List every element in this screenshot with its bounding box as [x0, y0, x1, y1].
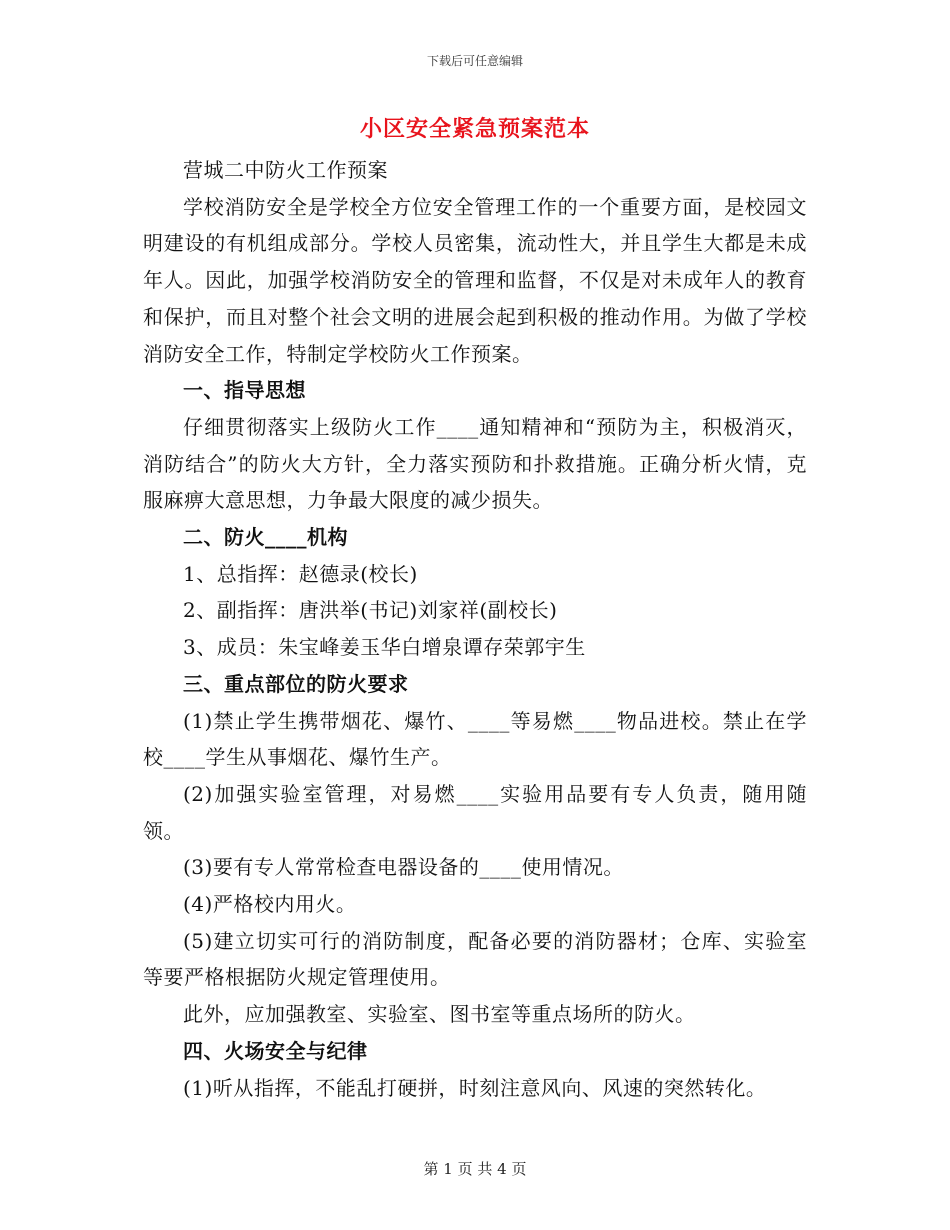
- fire-scene-item-1: (1)听从指挥，不能乱打硬拼，时刻注意风向、风速的突然转化。: [183, 1075, 767, 1100]
- section-heading-organization: 二、防火____机构: [183, 525, 348, 550]
- page-header-note: 下载后可任意编辑: [426, 54, 523, 68]
- organization-item-deputy: 2、副指挥：唐洪举(书记)刘家祥(副校长): [183, 598, 558, 623]
- section-heading-guiding-ideology: 一、指导思想: [183, 378, 306, 403]
- key-area-item-2: (2)加强实验室管理，对易燃____实验用品要有专人负责，随用随领。: [143, 781, 807, 843]
- guiding-ideology-paragraph: 仔细贯彻落实上级防火工作____通知精神和“预防为主，积极消灭，消防结合”的防火大方针，全力落实预防和扑救措施。正确分析火情，克服麻痹大意思想，力争最大限度的减少损失。: [143, 414, 807, 513]
- organization-item-members: 3、成员：朱宝峰姜玉华白增泉谭存荣郭宇生: [183, 635, 586, 660]
- page-number: 第 1 页 共 4 页: [423, 1160, 527, 1178]
- key-area-item-4: (4)严格校内用火。: [183, 892, 357, 917]
- plan-name: 营城二中防火工作预案: [183, 158, 388, 182]
- key-area-item-1: (1)禁止学生携带烟花、爆竹、____等易燃____物品进校。禁止在学校____学生从事烟花、爆竹生产。: [143, 708, 807, 770]
- key-area-item-5: (5)建立切实可行的消防制度，配备必要的消防器材；仓库、实验室等要严格根据防火规定管理使用。: [143, 928, 807, 990]
- key-area-item-3: (3)要有专人常常检查电器设备的____使用情况。: [183, 855, 624, 880]
- organization-item-commander: 1、总指挥：赵德录(校长): [183, 561, 418, 586]
- key-area-note: 此外，应加强教室、实验室、图书室等重点场所的防火。: [183, 1002, 696, 1027]
- section-heading-fire-scene-safety: 四、火场安全与纪律: [183, 1038, 368, 1063]
- document-title: 小区安全紧急预案范本: [359, 116, 590, 142]
- intro-paragraph: 学校消防安全是学校全方位安全管理工作的一个重要方面，是校园文明建设的有机组成部分。学校人员密集，流动性大，并且学生大都是未成年人。因此，加强学校消防安全的管理和监督，不仅是对未成年人的教育和保护，而且对整个社会文明的进展会起到积极的推动作用。为做了学校消防安全工作，特制定学校防火工作预案。: [143, 194, 807, 366]
- section-heading-key-areas: 三、重点部位的防火要求: [183, 671, 409, 696]
- document-body: [143, 152, 807, 1106]
